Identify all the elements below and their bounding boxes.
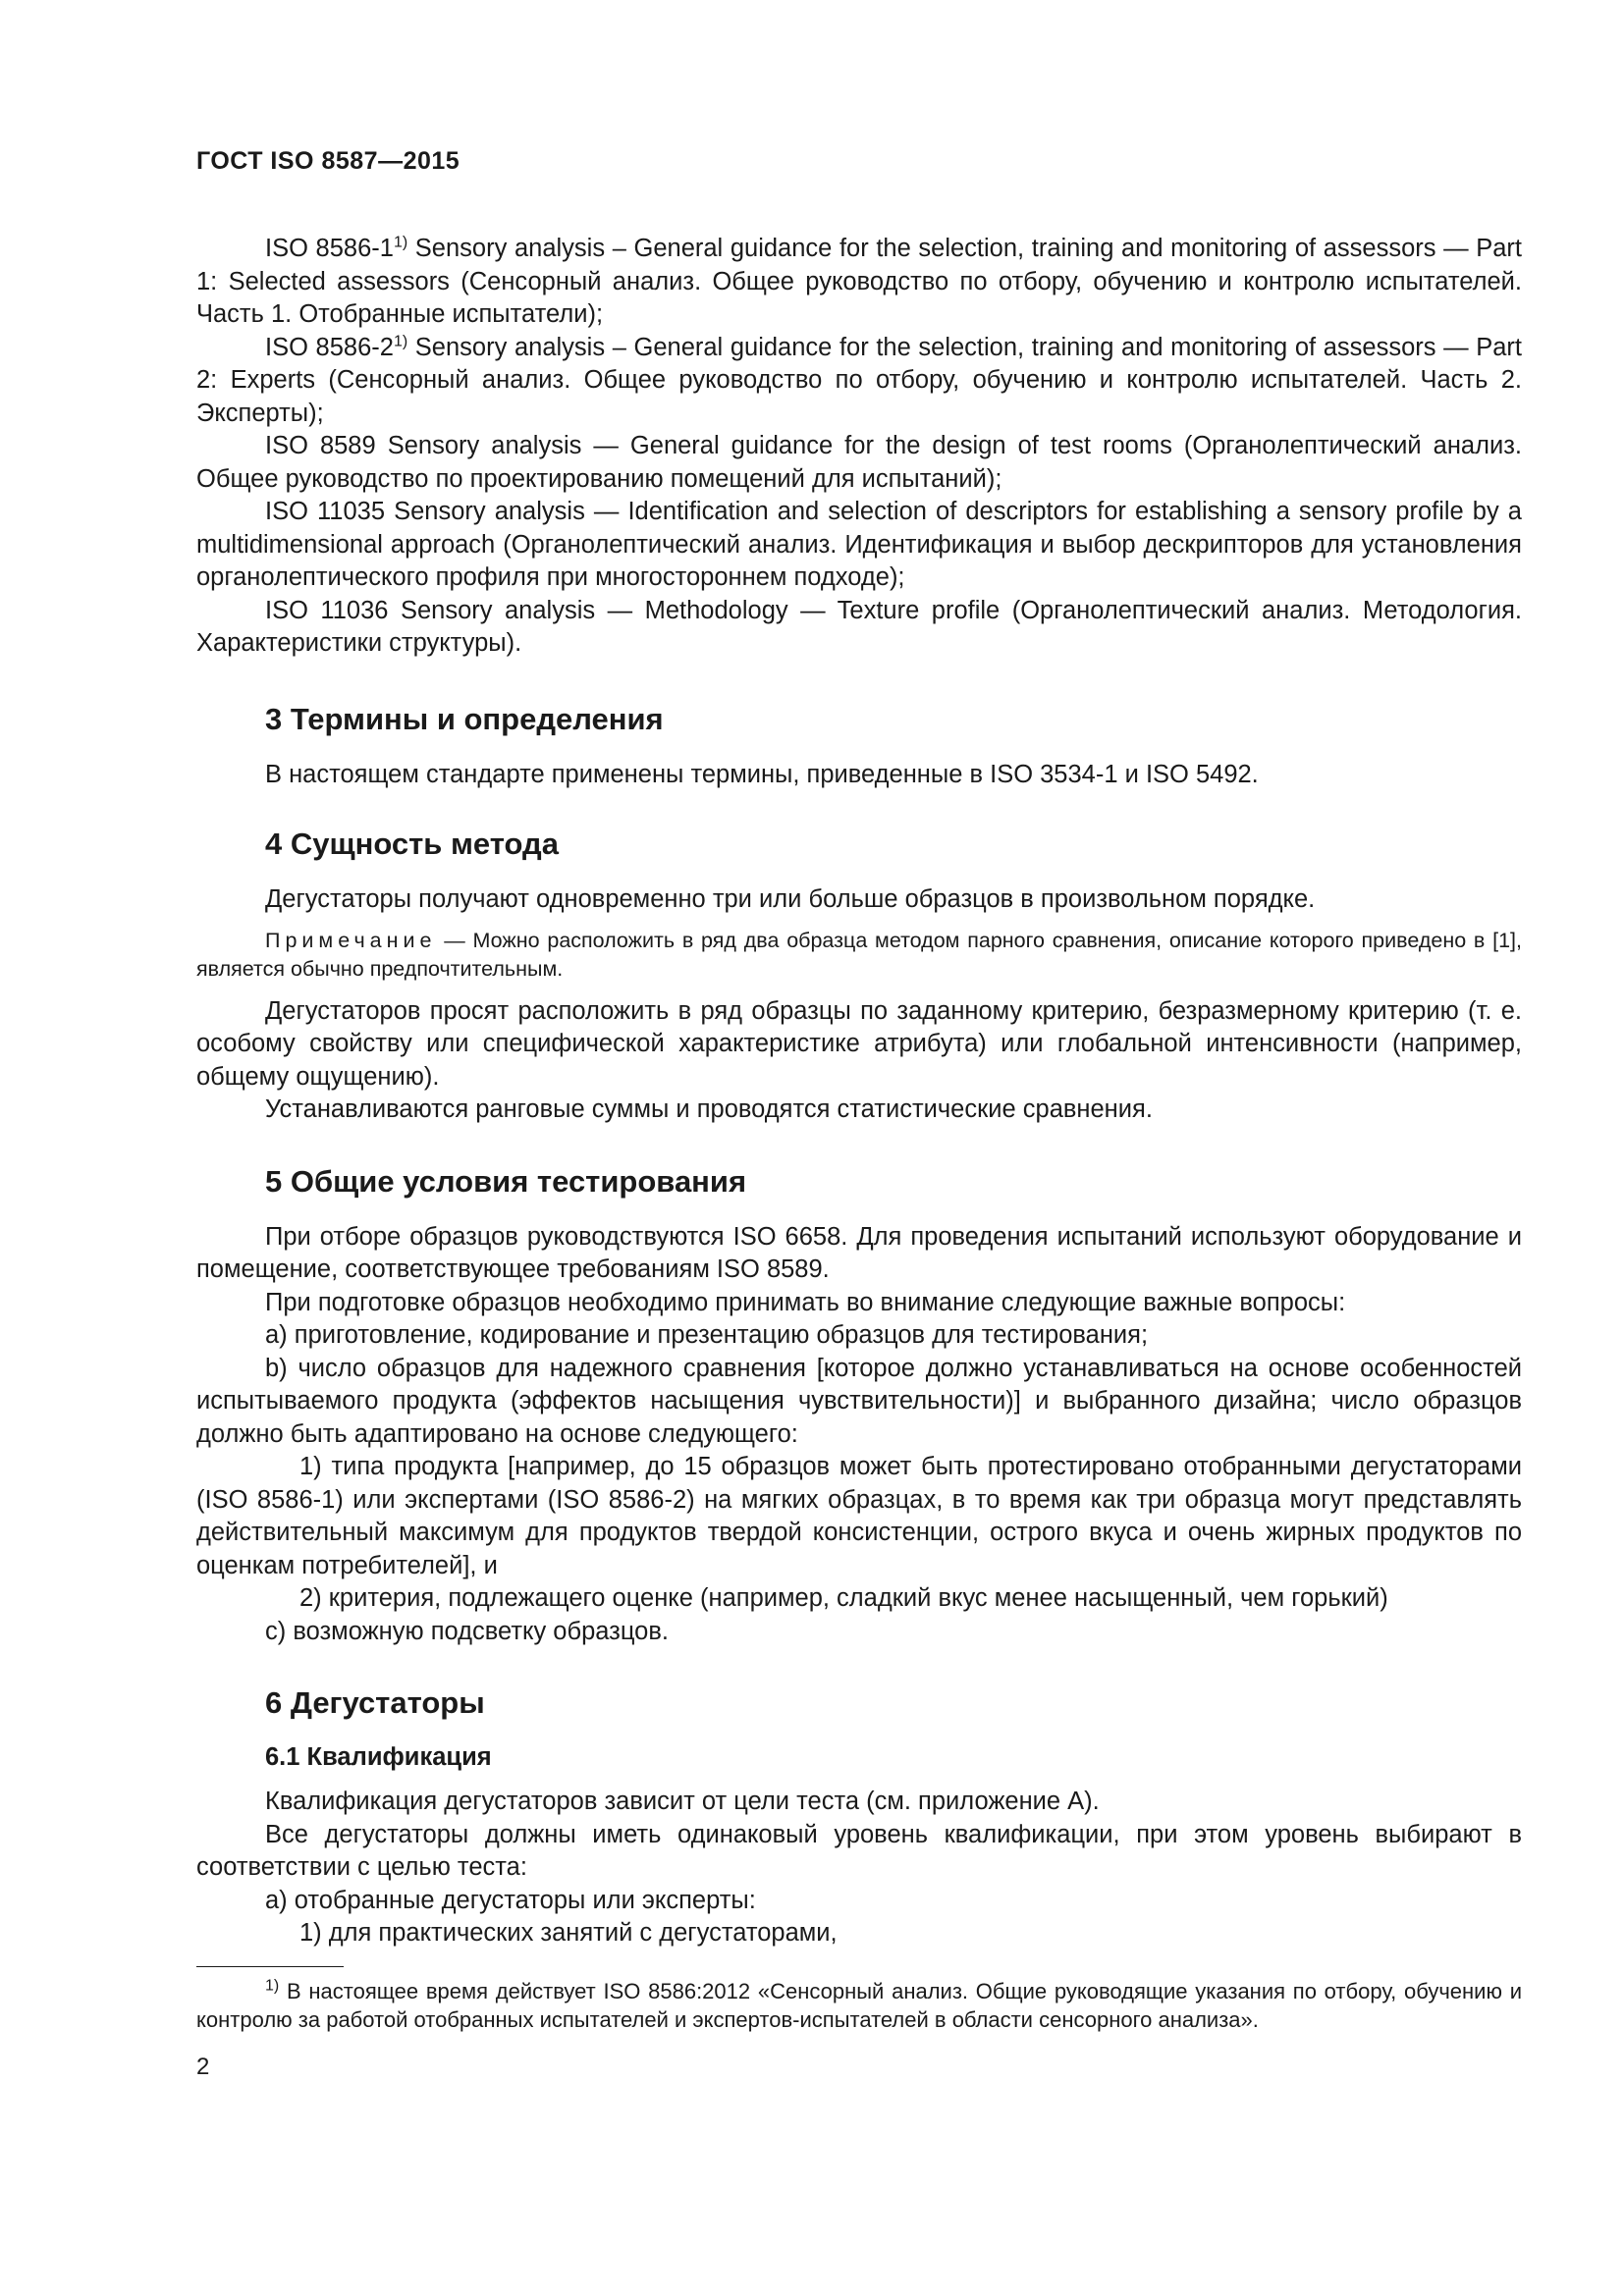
section-6-1-title: 6.1 Квалификация xyxy=(265,1743,492,1771)
section-4-paragraph-3: Устанавливаются ранговые суммы и проводятся статистические сравнения. xyxy=(265,1095,1153,1123)
reference-text: Sensory analysis — Methodology — Texture profile (Органолептический анализ. Методология. Характеристики структуры). xyxy=(196,596,1523,657)
reference-text: Sensory analysis — General guidance for the design of test rooms (Органолептический анализ. Общее руководство по проектированию помещений для испытаний); xyxy=(196,432,1523,493)
footnote-text: В настоящее время действует ISO 8586:2012 «Сенсорный анализ. Общие руководящие указания по отбору, обучению и контролю за работой отобранных испытателей и экспертов-испытателей в области сенсорного анализа». xyxy=(196,1978,1522,2032)
section-6-item-a: a) отобранные дегустаторы или эксперты: xyxy=(265,1886,756,1914)
section-5-item-a: a) приготовление, кодирование и презентацию образцов для тестирования; xyxy=(265,1321,1149,1349)
page-number: 2 xyxy=(196,2053,210,2080)
section-4-title: 4 Сущность метода xyxy=(265,827,559,861)
note-label: Примечание xyxy=(265,928,437,952)
section-6-title: 6 Дегустаторы xyxy=(265,1685,485,1720)
section-3-title: 3 Термины и определения xyxy=(265,701,664,736)
reference-item xyxy=(196,496,1522,595)
section-6-item-a1: 1) для практических занятий с дегустаторами, xyxy=(299,1919,838,1947)
section-5-item-c: c) возможную подсветку образцов. xyxy=(265,1617,670,1645)
document-header: ГОСТ ISO 8587—2015 xyxy=(196,147,460,175)
section-5-item-b2: 2) критерия, подлежащего оценке (например, сладкий вкус менее насыщенный, чем горький) xyxy=(299,1584,1388,1612)
section-5-paragraph-2: При подготовке образцов необходимо принимать во внимание следующие важные вопросы: xyxy=(265,1288,1346,1316)
reference-text: Sensory analysis — Identification and selection of descriptors for establishing a sensory profile by a multidimensional approach (Органолептический анализ. Идентификация и выбор дескрипторов для установления органолептического профиля при многостороннем подходе); xyxy=(196,498,1522,591)
footnote-mark: 1) xyxy=(393,234,408,251)
reference-code: ISO 11035 xyxy=(265,498,386,525)
reference-text: Sensory analysis – General guidance for the selection, training and monitoring of assessors — Part 2: Experts (Сенсорный анализ. Общее руководство по отбору, обучению и контролю испытателей. Часть 2. Эксперты); xyxy=(196,333,1522,427)
section-5-title: 5 Общие условия тестирования xyxy=(265,1163,747,1199)
section-4-note xyxy=(196,927,1522,984)
section-6-paragraph-2: Все дегустаторы должны иметь одинаковый уровень квалификации, при этом уровень выбирают в соответствии с целью теста: xyxy=(196,1820,1522,1881)
reference-text: Sensory analysis – General guidance for the selection, training and monitoring of assessors — Part 1: Selected assessors (Сенсорный анализ. Общее руководство по отбору, обучению и контролю испытателей. Часть 1. Отобранные испытатели); xyxy=(196,235,1522,328)
footnote-divider xyxy=(196,1966,344,1967)
footnote-mark: 1) xyxy=(393,333,408,349)
reference-code: ISO 8586-1 xyxy=(265,235,394,262)
footnote xyxy=(196,1977,1522,2034)
section-4-paragraph-2: Дегустаторов просят расположить в ряд образцы по заданному критерию, безразмерному критерию (т. е. особому свойству или специфической характеристике атрибута) или глобальной интенсивности (например, общему ощущению). xyxy=(196,996,1522,1091)
section-4-paragraph-1: Дегустаторы получают одновременно три или больше образцов в произвольном порядке. xyxy=(265,885,1316,913)
references-list xyxy=(196,233,1522,661)
note-text: — Можно расположить в ряд два образца методом парного сравнения, описание которого приведено в [1], является обычно предпочтительным. xyxy=(196,928,1522,981)
reference-code: ISO 8586-2 xyxy=(265,333,394,361)
section-5-paragraph-1: При отборе образцов руководствуются ISO 6658. Для проведения испытаний используют оборудование и помещение, соответствующее требованиям ISO 8589. xyxy=(196,1222,1522,1283)
reference-item xyxy=(196,430,1522,496)
reference-item xyxy=(196,332,1522,431)
reference-item xyxy=(196,233,1522,332)
footnote-mark: 1) xyxy=(265,1977,280,1995)
reference-code: ISO 8589 xyxy=(265,432,376,459)
section-6-paragraph-1: Квалификация дегустаторов зависит от цели теста (см. приложение А). xyxy=(265,1788,1100,1815)
document-page xyxy=(196,147,1522,2081)
section-5-item-b: b) число образцов для надежного сравнения [которое должно устанавливаться на основе особенностей испытываемого продукта (эффектов насыщения чувствительности)] и выбранного дизайна; число образцов должно быть адаптировано на основе следующего: xyxy=(196,1354,1522,1448)
reference-code: ISO 11036 xyxy=(265,596,389,624)
reference-item xyxy=(196,595,1522,661)
section-3-paragraph: В настоящем стандарте применены термины, приведенные в ISO 3534-1 и ISO 5492. xyxy=(265,760,1259,788)
section-5-item-b1: 1) типа продукта [например, до 15 образцов может быть протестировано отобранными дегустаторами (ISO 8586-1) или экспертами (ISO 8586-2) на мягких образцах, в то время как три образца могут представлять действительный максимум для продуктов твердой консистенции, острого вкуса и очень жирных продуктов по оценкам потребителей], и xyxy=(196,1453,1522,1579)
